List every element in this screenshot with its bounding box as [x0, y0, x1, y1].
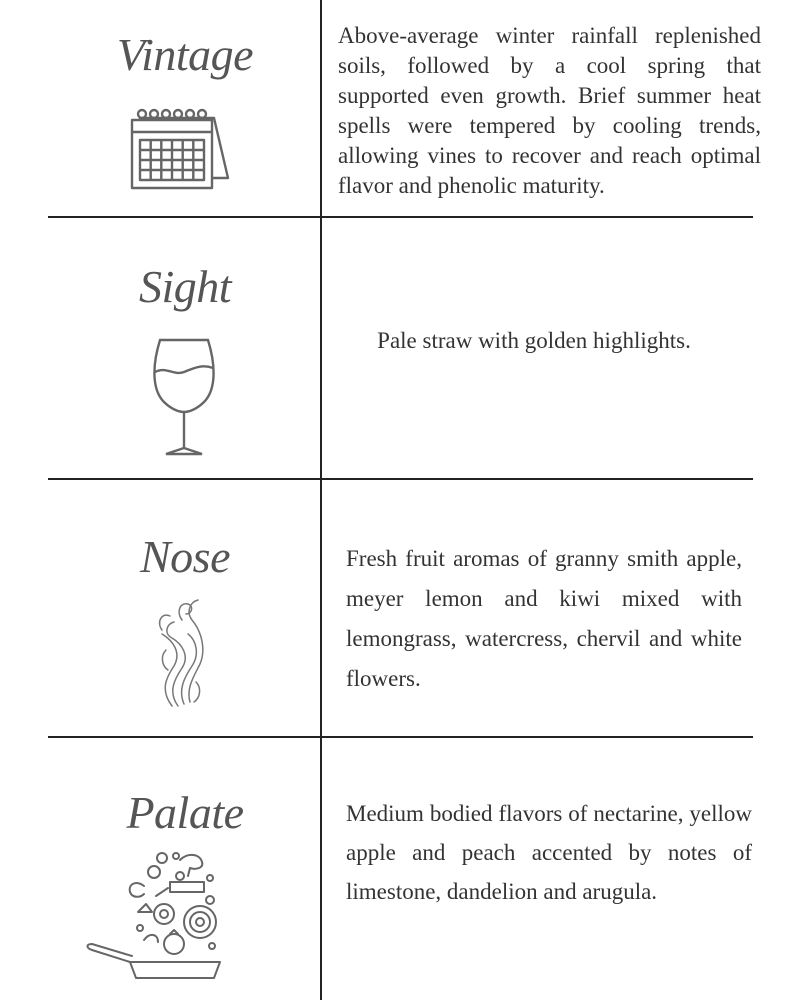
nose-description: Fresh fruit aromas of granny smith apple, meyer lemon and kiwi mixed with lemongrass, watercress, chervil and white flowers.: [346, 546, 742, 691]
center-divider: [320, 0, 322, 1000]
vintage-description: Above-average winter rainfall replenished soils, followed by a cool spring that supported even growth. Brief summer heat spells were tempered by cooling trends, allowing vines to recover and reach optimal flavor and phenolic maturity.: [338, 23, 761, 198]
wine-glass-icon: [150, 336, 218, 458]
sight-description: Pale straw with golden highlights.: [377, 328, 691, 353]
aroma-swirl-icon: [152, 590, 208, 710]
row-divider: [48, 736, 753, 738]
calendar-icon: [128, 106, 232, 192]
row-divider: [48, 216, 753, 218]
sight-heading: Sight: [138, 261, 232, 312]
food-pan-icon: [84, 848, 234, 988]
nose-heading: Nose: [140, 531, 230, 582]
palate-heading: Palate: [126, 787, 244, 838]
row-divider: [48, 478, 753, 480]
palate-description: Medium bodied flavors of nectarine, yellow apple and peach accented by notes of limestone, dandelion and arugula.: [346, 801, 752, 904]
vintage-heading: Vintage: [116, 29, 254, 80]
